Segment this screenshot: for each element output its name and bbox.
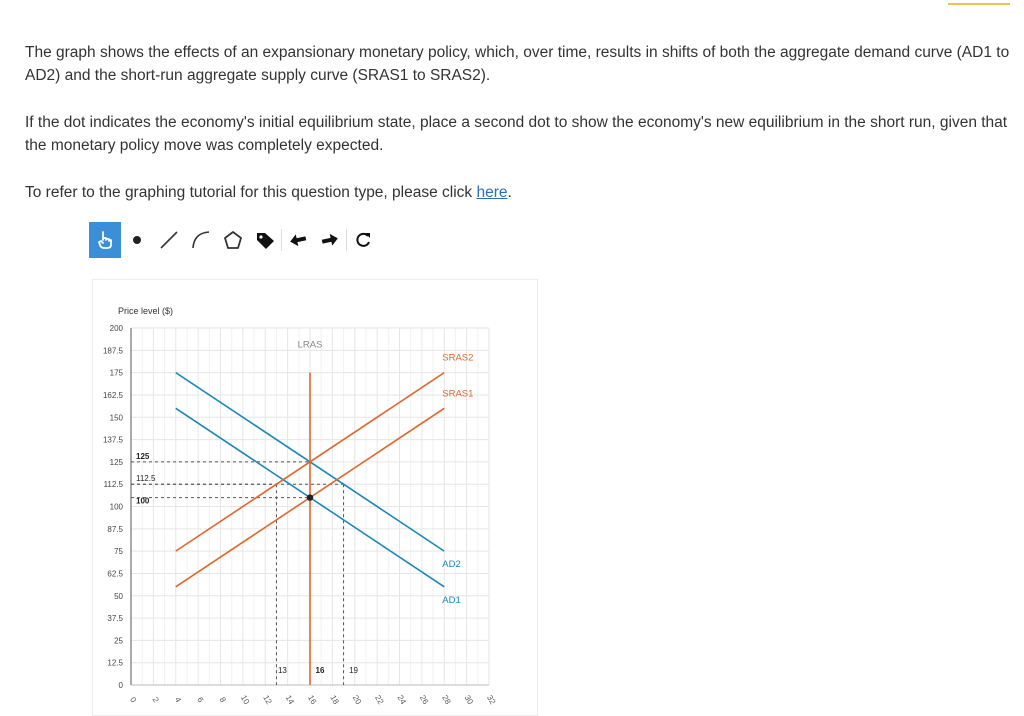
undo-button[interactable] <box>282 222 314 258</box>
y-tick-label: 162.5 <box>102 390 123 400</box>
guide-x-label: 13 <box>277 666 287 675</box>
tutorial-link[interactable]: here <box>476 184 508 201</box>
x-tick-label: 6 <box>195 695 206 704</box>
curve-tool-button[interactable] <box>185 222 217 258</box>
x-tick-label: 8 <box>217 695 228 704</box>
x-tick-label: 0 <box>128 695 139 704</box>
y-tick-label: 150 <box>109 413 123 423</box>
question-paragraph-2: If the dot indicates the economy's initial equilibrium state, place a second dot to show the economy's new equilibrium in the short run, given that the monetary policy move was completely expected. <box>25 114 1008 154</box>
header-accent-bar <box>948 3 1010 5</box>
line-icon <box>158 229 180 251</box>
guide-y-label: 125 <box>136 451 150 461</box>
x-tick-label: 28 <box>440 693 453 706</box>
question-paragraph-1: The graph shows the effects of an expansionary monetary policy, which, over time, results in shifts of both the aggregate demand curve (AD1 to AD2) and the short-run aggregate supply curve (SRAS1 to SRAS2). <box>25 44 1010 84</box>
x-tick-label: 30 <box>462 693 475 706</box>
y-axis-label: Price level ($) <box>118 306 174 316</box>
y-tick-label: 75 <box>114 547 123 557</box>
tag-icon <box>254 229 276 251</box>
line-tool-button[interactable] <box>153 222 185 258</box>
tutorial-suffix: . <box>507 184 512 201</box>
x-tick-label: 24 <box>395 693 408 706</box>
y-tick-label: 112.5 <box>103 480 123 490</box>
hand-pointer-icon <box>96 230 114 250</box>
polygon-tool-button[interactable] <box>217 222 249 258</box>
curve-label-lras: LRAS <box>297 339 323 351</box>
x-tick-label: 22 <box>373 693 386 706</box>
graph-panel[interactable] <box>92 279 538 716</box>
tutorial-text: To refer to the graphing tutorial for this question type, please click <box>25 184 477 201</box>
y-tick-label: 37.5 <box>107 614 123 624</box>
y-tick-label: 187.5 <box>102 346 123 356</box>
x-tick-label: 14 <box>283 693 296 706</box>
y-tick-label: 200 <box>109 324 123 333</box>
y-tick-label: 12.5 <box>107 658 123 668</box>
x-tick-label: 18 <box>328 693 341 706</box>
redo-button[interactable] <box>314 222 346 258</box>
graph-toolbar <box>89 222 379 258</box>
x-tick-label: 4 <box>172 695 183 704</box>
x-tick-label: 16 <box>306 693 319 706</box>
y-tick-label: 100 <box>109 502 123 512</box>
arrow-right-icon <box>320 230 340 250</box>
y-tick-label: 50 <box>114 591 123 601</box>
polygon-icon <box>222 229 244 251</box>
x-tick-label: 10 <box>238 693 252 706</box>
y-tick-label: 87.5 <box>107 524 123 534</box>
x-tick-label: 12 <box>261 693 274 706</box>
y-tick-label: 62.5 <box>107 569 123 579</box>
curve-label-ad1: AD1 <box>442 594 461 606</box>
y-tick-label: 0 <box>118 681 123 690</box>
x-tick-label: 26 <box>417 693 431 706</box>
label-tool-button[interactable] <box>249 222 281 258</box>
curve-label-sras2: SRAS2 <box>442 352 474 364</box>
labels <box>103 324 498 706</box>
x-tick-label: 2 <box>150 695 161 704</box>
arrow-left-icon <box>288 230 308 250</box>
y-tick-label: 175 <box>109 368 123 378</box>
x-tick-label: 32 <box>485 693 498 706</box>
y-tick-label: 25 <box>114 636 123 646</box>
curve-label-sras1: SRAS1 <box>442 388 474 400</box>
dot-icon <box>131 234 143 246</box>
guide-y-label: 112.5 <box>136 474 156 484</box>
guide-x-label: 16 <box>315 666 325 675</box>
initial-equilibrium-dot[interactable] <box>307 494 313 500</box>
tutorial-paragraph <box>25 181 1010 204</box>
y-tick-label: 125 <box>109 457 123 467</box>
y-tick-label: 137.5 <box>102 435 123 445</box>
curve-label-ad2: AD2 <box>442 559 461 571</box>
aggregate-supply-demand-graph[interactable] <box>93 280 537 715</box>
curve-icon <box>190 229 212 251</box>
guide-x-label: 19 <box>349 666 359 675</box>
x-tick-label: 20 <box>350 693 364 706</box>
refresh-icon <box>353 230 373 250</box>
select-tool-button[interactable] <box>89 222 121 258</box>
guide-y-label: 100 <box>136 496 150 506</box>
reset-button[interactable] <box>347 222 379 258</box>
point-tool-button[interactable] <box>121 222 153 258</box>
